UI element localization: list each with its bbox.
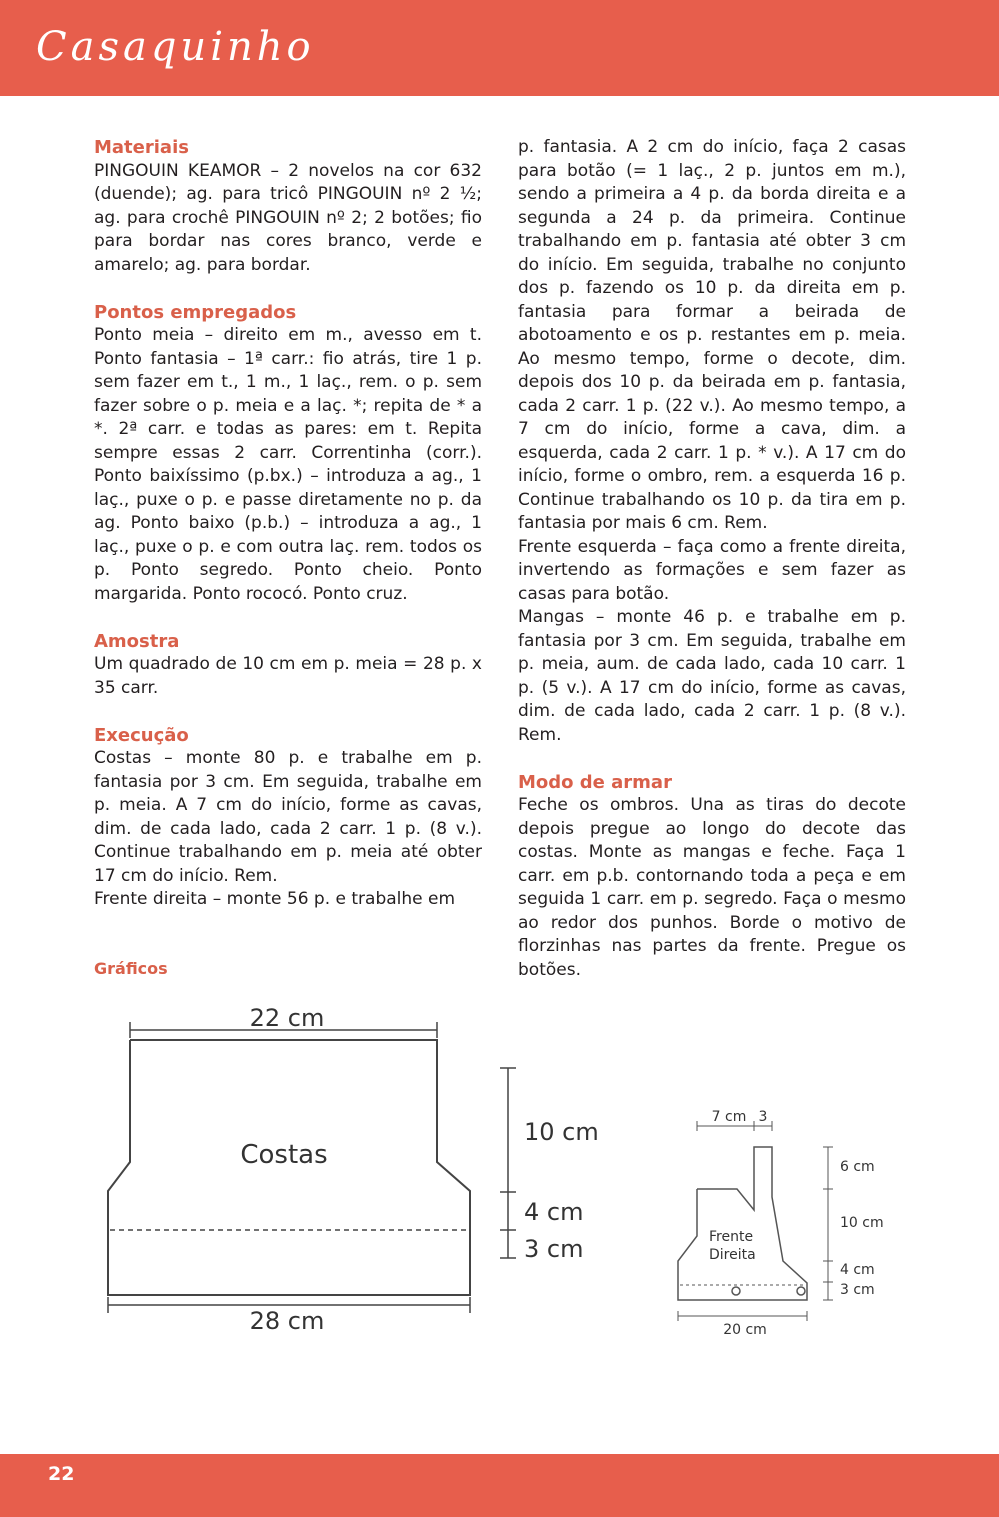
amostra-heading: Amostra	[94, 630, 180, 652]
footer-scallop-border	[0, 1447, 999, 1459]
modo-heading: Modo de armar	[518, 771, 672, 793]
costas-label: Costas	[240, 1140, 328, 1170]
frente-direita-text-start: – monte 56 p. e trabalhe em	[207, 889, 456, 909]
frente-height-mid: 4 cm	[840, 1262, 875, 1278]
footer-band	[0, 1454, 999, 1517]
materiais-text: PINGOUIN KEAMOR – 2 novelos na cor 632 (duende); ag. para tricô PINGOUIN nº 2 ½; ag. para crochê PINGOUIN nº 2; 2 botões; fio para bordar nas cores branco, verde e amarelo; ag. para bordar.	[94, 160, 482, 275]
frente-top-right-width: 3	[758, 1109, 768, 1125]
frente-bottom-width: 20 cm	[723, 1322, 767, 1338]
frente-label-line2: Direita	[709, 1247, 756, 1263]
frente-height-lower: 3 cm	[840, 1282, 875, 1298]
left-column	[94, 136, 482, 912]
frente-direita-paragraph	[94, 888, 482, 912]
pattern-diagrams	[0, 990, 999, 1360]
frente-height-upper: 10 cm	[840, 1215, 884, 1231]
frente-esquerda-text: Frente esquerda – faça como a frente direita, invertendo as formações e sem fazer as casas para botão.	[518, 536, 906, 604]
graficos-heading: Gráficos	[94, 959, 168, 978]
modo-text: Feche os ombros. Una as tiras do decote depois pregue ao longo do decote das costas. Monte as mangas e feche. Faça 1 carr. em p.b. contornando toda a peça e em seguida 1 carr. em p. segredo. Faça o mesmo ao redor dos punhos. Borde o motivo de florzinhas nas partes da frente. Pregue os botões.	[518, 795, 906, 980]
frente-direita-label: Frente direita	[94, 889, 208, 909]
costas-height-upper: 10 cm	[524, 1118, 599, 1146]
page-title: Casaquinho	[36, 24, 315, 70]
execucao-heading: Execução	[94, 724, 189, 746]
pontos-heading: Pontos empregados	[94, 301, 297, 323]
costas-label: Costas	[94, 748, 152, 768]
mangas-paragraph	[518, 606, 906, 747]
button-hole-2	[797, 1287, 805, 1295]
costas-text: – monte 80 p. e trabalhe em p. fantasia por 3 cm. Em seguida, trabalhe em p. meia. A 7 cm do início, forme as cavas, dim. de cada lado, cada 2 carr. 1 p. (8 v.). Continue trabalhando em p. meia até obter 17 cm do início. Rem.	[94, 748, 482, 886]
mangas-text: – monte 46 p. e trabalhe em p. fantasia por 3 cm. Em seguida, trabalhe em p. meia, aum. de cada lado, cada 10 carr. 1 p. (5 v.). A 17 cm do início, forme as cavas, dim. de cada lado, cada 2 carr. 1 p. (8 v.). Rem.	[518, 607, 906, 745]
page-number: 22	[48, 1463, 75, 1485]
amostra-text: Um quadrado de 10 cm em p. meia = 28 p. x 35 carr.	[94, 654, 482, 698]
pontos-text: Ponto meia – direito em m., avesso em t. Ponto fantasia – 1ª carr.: fio atrás, tire 1 p. sem fazer em t., 1 m., 1 laç., rem. o p. sem fazer sobre o p. meia e a laç. *; repita de * a *. 2ª carr. e todas as pares: em t. Repita sempre essas 2 carr. Correntinha (corr.). Ponto baixíssimo (p.bx.) – introduza a ag., 1 laç., puxe o p. e passe diretamente no p. da ag. Ponto baixo (p.b.) – introduza a ag., 1 laç., puxe o p. e com outra laç. rem. todos os p. Ponto segredo. Ponto cheio. Ponto margarida. Ponto rococó. Ponto cruz.	[94, 325, 482, 604]
frente-label-line1: Frente	[709, 1229, 754, 1245]
costas-top-width: 22 cm	[249, 1004, 325, 1032]
mangas-label: Mangas	[518, 607, 584, 627]
frente-outline	[678, 1147, 807, 1300]
costas-paragraph	[94, 747, 482, 888]
materiais-heading: Materiais	[94, 137, 189, 158]
frente-height-tab: 6 cm	[840, 1159, 875, 1175]
frente-top-left-width: 7 cm	[711, 1109, 747, 1125]
frente-diagram	[678, 1121, 833, 1321]
right-column	[518, 136, 906, 982]
costas-height-lower: 3 cm	[524, 1235, 584, 1263]
button-hole-1	[732, 1287, 740, 1295]
costas-bottom-width: 28 cm	[249, 1307, 325, 1335]
costas-height-mid: 4 cm	[524, 1198, 584, 1226]
header-scallop-border	[0, 91, 999, 103]
frente-direita-text-cont: p. fantasia. A 2 cm do início, faça 2 casas para botão (= 1 laç., 2 p. juntos em m.), sendo a primeira a 4 p. da borda direita e a segunda a 24 p. da primeira. Continue trabalhando em p. fantasia até obter 3 cm do início. Em seguida, trabalhe no conjunto dos p. fazendo os 10 p. da direita em p. fantasia para formar a beirada de abotoamento e os p. restantes em p. meia. Ao mesmo tempo, forme o decote, dim. depois dos 10 p. da beirada em p. fantasia, cada 2 carr. 1 p. (22 v.). Ao mesmo tempo, a 7 cm do início, forme a cava, dim. a esquerda, cada 2 carr. 1 p. * v.). A 17 cm do início, forme o ombro, rem. a esquerda 16 p. Continue trabalhando os 10 p. da tira em p. fantasia por mais 6 cm. Rem.	[518, 137, 906, 533]
